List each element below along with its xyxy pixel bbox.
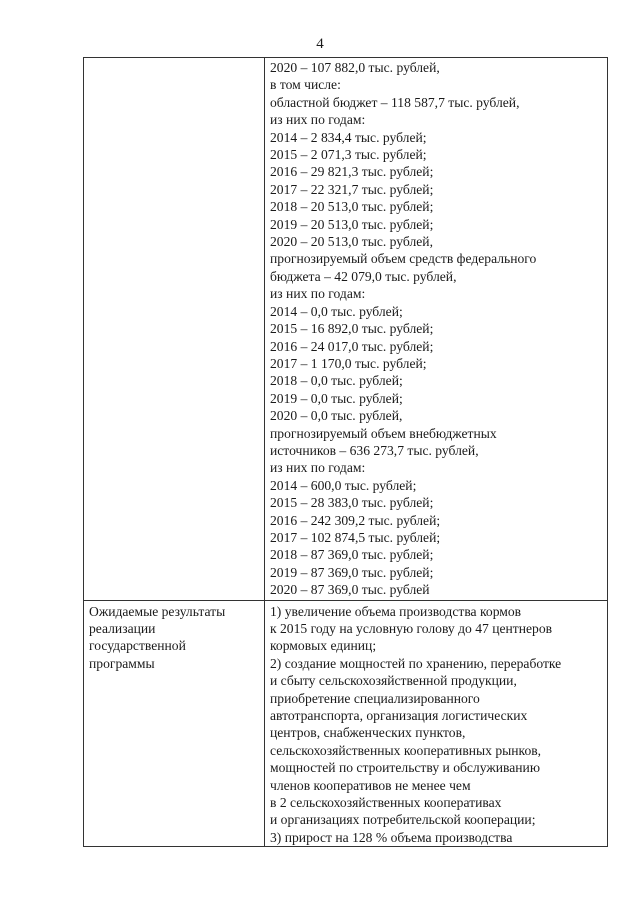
- funding-line: 2020 – 20 513,0 тыс. рублей,: [270, 234, 433, 250]
- funding-value-cell: [265, 58, 608, 601]
- funding-line: прогнозируемый объем внебюджетных: [270, 425, 497, 441]
- funding-line: из них по годам:: [270, 112, 366, 128]
- funding-line: из них по годам:: [270, 460, 366, 476]
- funding-line: 2016 – 24 017,0 тыс. рублей;: [270, 338, 434, 354]
- results-line: центров, снабженческих пунктов,: [270, 725, 466, 741]
- funding-line: 2016 – 242 309,2 тыс. рублей;: [270, 512, 441, 528]
- funding-line: 2020 – 87 369,0 тыс. рублей: [270, 582, 430, 598]
- funding-line: из них по годам:: [270, 286, 366, 302]
- funding-line: 2018 – 87 369,0 тыс. рублей;: [270, 547, 434, 563]
- results-value-cell: [265, 600, 608, 847]
- funding-line: 2019 – 0,0 тыс. рублей;: [270, 390, 403, 406]
- results-line: членов кооперативов не менее чем: [270, 777, 471, 793]
- results-line: и сбыту сельскохозяйственной продукции,: [270, 673, 517, 689]
- results-label-cell: [84, 600, 265, 847]
- funding-line: 2015 – 28 383,0 тыс. рублей;: [270, 495, 434, 511]
- funding-line: источников – 636 273,7 тыс. рублей,: [270, 442, 479, 458]
- results-line: и организациях потребительской кооперации;: [270, 812, 536, 828]
- results-row: [84, 600, 608, 847]
- results-line: мощностей по строительству и обслуживанию: [270, 760, 540, 776]
- results-line: 2) создание мощностей по хранению, переработке: [270, 655, 562, 671]
- results-line: сельскохозяйственных кооперативных рынков,: [270, 742, 542, 758]
- results-line: в 2 сельскохозяйственных кооперативах: [270, 795, 502, 811]
- funding-line: прогнозируемый объем средств федерального: [270, 251, 537, 267]
- results-line: кормовых единиц;: [270, 638, 377, 654]
- funding-line: 2014 – 0,0 тыс. рублей;: [270, 303, 403, 319]
- funding-line: бюджета – 42 079,0 тыс. рублей,: [270, 268, 457, 284]
- results-label-line: программы: [89, 655, 155, 671]
- results-label-line: Ожидаемые результаты: [89, 603, 226, 619]
- funding-line: 2015 – 2 071,3 тыс. рублей;: [270, 147, 427, 163]
- funding-line: 2020 – 107 882,0 тыс. рублей,: [270, 60, 440, 75]
- funding-line: 2020 – 0,0 тыс. рублей,: [270, 408, 403, 424]
- results-line: 1) увеличение объема производства кормов: [270, 603, 522, 619]
- funding-line: в том числе:: [270, 77, 341, 93]
- funding-line: 2017 – 22 321,7 тыс. рублей;: [270, 181, 434, 197]
- results-label-line: государственной: [89, 638, 186, 654]
- funding-line: 2014 – 600,0 тыс. рублей;: [270, 477, 417, 493]
- funding-line: 2017 – 102 874,5 тыс. рублей;: [270, 529, 441, 545]
- funding-line: 2014 – 2 834,4 тыс. рублей;: [270, 129, 427, 145]
- funding-line: 2017 – 1 170,0 тыс. рублей;: [270, 355, 427, 371]
- funding-line: 2019 – 87 369,0 тыс. рублей;: [270, 564, 434, 580]
- funding-line: 2016 – 29 821,3 тыс. рублей;: [270, 164, 434, 180]
- funding-label-cell: [84, 58, 265, 601]
- results-line: приобретение специализированного: [270, 690, 480, 706]
- funding-row: [84, 58, 608, 601]
- funding-line: областной бюджет – 118 587,7 тыс. рублей,: [270, 94, 520, 110]
- results-label-line: реализации: [89, 621, 156, 636]
- funding-line: 2019 – 20 513,0 тыс. рублей;: [270, 216, 434, 232]
- page-number: 4: [316, 36, 324, 52]
- results-line: 3) прирост на 128 % объема производства: [270, 829, 513, 845]
- program-passport-table: [83, 57, 608, 847]
- funding-line: 2015 – 16 892,0 тыс. рублей;: [270, 321, 434, 337]
- funding-line: 2018 – 20 513,0 тыс. рублей;: [270, 199, 434, 215]
- results-line: к 2015 году на условную голову до 47 центнеров: [270, 621, 553, 636]
- funding-line: 2018 – 0,0 тыс. рублей;: [270, 373, 403, 389]
- results-line: автотранспорта, организация логистических: [270, 708, 528, 724]
